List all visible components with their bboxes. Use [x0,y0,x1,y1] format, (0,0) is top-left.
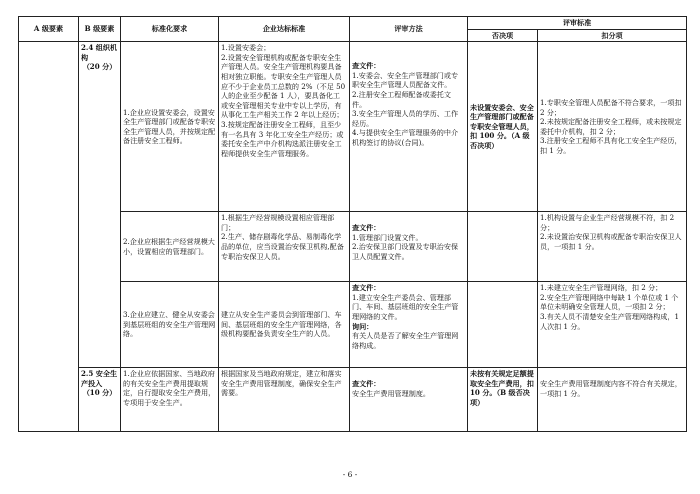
deduct-line: 3.有关人员不清楚安全生产管理网络构成，1 人次扣 1 分。 [540,311,679,331]
b-level-title: 2.4 组织机构 [81,43,118,62]
review-method-cell [350,368,468,432]
method-line: 1.安委会、安全生产管理部门或专职安全生产管理人员配备文件。 [352,70,459,90]
deduct-line: 1.未建立安全生产管理网络，扣 2 分； [540,283,663,293]
enterprise-standard-cell: 根据国家及当地政府规定，建立和落实安全生产费用管理制度，确保安全生产需要。 [219,368,350,432]
review-method-cell [350,42,468,212]
ent-line: 3.按规定配备注册安全工程师，且至少有一名具有 3 年化工安全生产经历；或委托安全生产中介机构选派注册安全工程师提供安全生产管理服务。 [221,119,344,158]
header-review-method: 评审方法 [350,17,468,42]
deduct-cell [538,282,687,368]
method-line: 安全生产费用管理制度。 [352,388,431,398]
ent-line: 2.设置安全管理机构或配备专职安全生产管理人员。安全生产管理机构要具备相对独立职能。专职安全生产管理人员应不少于企业员工总数的 2%（不足 50 人的企业至少配备 1 人），要具备化工或安全管理相关专业中专以上学历，有从事化工生产相关工作 2 年以上经历； [221,52,346,120]
deduct-cell [538,368,687,432]
veto-cell [468,282,538,368]
method-title: 查文件： [352,61,381,71]
deduct-line: 安全生产费用管理制度内容不符合有关规定，一项扣 1 分。 [540,379,682,398]
method-line: 3.安全生产管理人员的学历、工作经历。 [352,109,459,128]
method-title-inquiry: 询问： [352,321,374,331]
header-b-level: B 级要素 [79,17,121,42]
deduct-line: 1.专职安全管理人员配备不符合要求，一项扣 2 分； [540,97,682,117]
veto-cell [468,212,538,282]
method-title: 查文件： [352,379,381,389]
review-method-cell [350,282,468,368]
deduct-line: 2.未按规定配备注册安全工程师，或未按规定委托中介机构，扣 2 分； [540,117,682,136]
method-line: 有关人员是否了解安全生产管理网络构成。 [352,331,459,350]
ent-line: 1.设置安委会； [221,43,271,53]
review-method-cell [350,212,468,282]
requirement-cell: 3.企业应建立、健全从安委会到基层班组的安全生产管理网络。 [121,282,219,368]
header-standard-requirement: 标准化要求 [121,17,219,42]
veto-cell: 未设置安委会、安全生产管理部门或配备专职安全管理人员，扣 100 分。（A 级否决项） [468,42,538,212]
table-row [19,42,687,212]
b-level-cell-2-5 [79,368,121,432]
enterprise-standard-cell [219,42,350,212]
deduct-cell [538,42,687,212]
method-line: 1.管理部门设置文件。 [352,232,423,242]
method-title: 查文件： [352,283,381,293]
requirement-cell: 1.企业应设置安委会，设置安全生产管理部门或配备专职安全生产管理人员，并按规定配备注册安全工程师。 [121,42,219,212]
header-review-criteria: 评审标准 [468,17,687,30]
header-deduct: 扣分项 [538,29,687,42]
method-line: 1.建立安全生产委员会、管理部门、车间、基层班组的安全生产管理网络的文件。 [352,292,459,321]
b-level-title: 2.5 安全生产投入 [81,369,118,388]
method-line: 2.注册安全工程师配备或委托文件。 [352,89,451,109]
requirement-cell: 1.企业应依据国家、当地政府的有关安全生产费用提取规定，自行提取安全生产费用，专项用于安全生产。 [121,368,219,432]
b-level-score: （20 分） [82,62,117,72]
ent-line: 1.根据生产经营规模设置相应管理部门； [221,213,335,232]
enterprise-standard-cell [219,212,350,282]
ent-line: 2.生产、储存剧毒化学品、易制毒化学品的单位，应当设置治安保卫机构,配备专职治安保卫人员。 [221,232,344,261]
b-level-cell-2-4 [79,42,121,368]
b-level-score: （10 分） [82,388,117,398]
deduct-line: 2.未设置治安保卫机构或配备专职治安保卫人员，一项扣 1 分。 [540,232,682,251]
table-row [19,368,687,432]
a-level-cell [19,42,79,432]
requirement-cell: 2.企业应根据生产经营规模大小，设置相应的管理部门。 [121,212,219,282]
header-a-level: A 级要素 [19,17,79,42]
deduct-line: 2.安全生产管理网络中每缺 1 个单位或 1 个单位未明确安全管理人员，一项扣 2 分； [540,292,679,312]
header-enterprise-standard: 企业达标标准 [219,17,350,42]
method-title: 查文件： [352,223,381,233]
veto-cell: 未按有关规定足额提取安全生产费用，扣 10 分。（B 级否决项） [468,368,538,432]
evaluation-table [18,16,687,432]
header-veto: 否决项 [468,29,538,42]
method-line: 2.治安保卫部门设置及专职治安保卫人员配置文件。 [352,242,459,261]
deduct-line: 1.机构设置与企业生产经营规模不符，扣 2 分； [540,213,675,232]
enterprise-standard-cell: 建立从安全生产委员会到管理部门、车间、基层班组的安全生产管理网络，各级机构要配备负责安全生产的人员。 [219,282,350,368]
method-line: 4.与提供安全生产管理服务的中介机构签订的协议(合同)。 [352,128,459,147]
page-number: - 6 - [342,470,358,479]
deduct-cell [538,212,687,282]
deduct-line: 3.注册安全工程师不具有化工安全生产经历，扣 1 分。 [540,136,682,155]
